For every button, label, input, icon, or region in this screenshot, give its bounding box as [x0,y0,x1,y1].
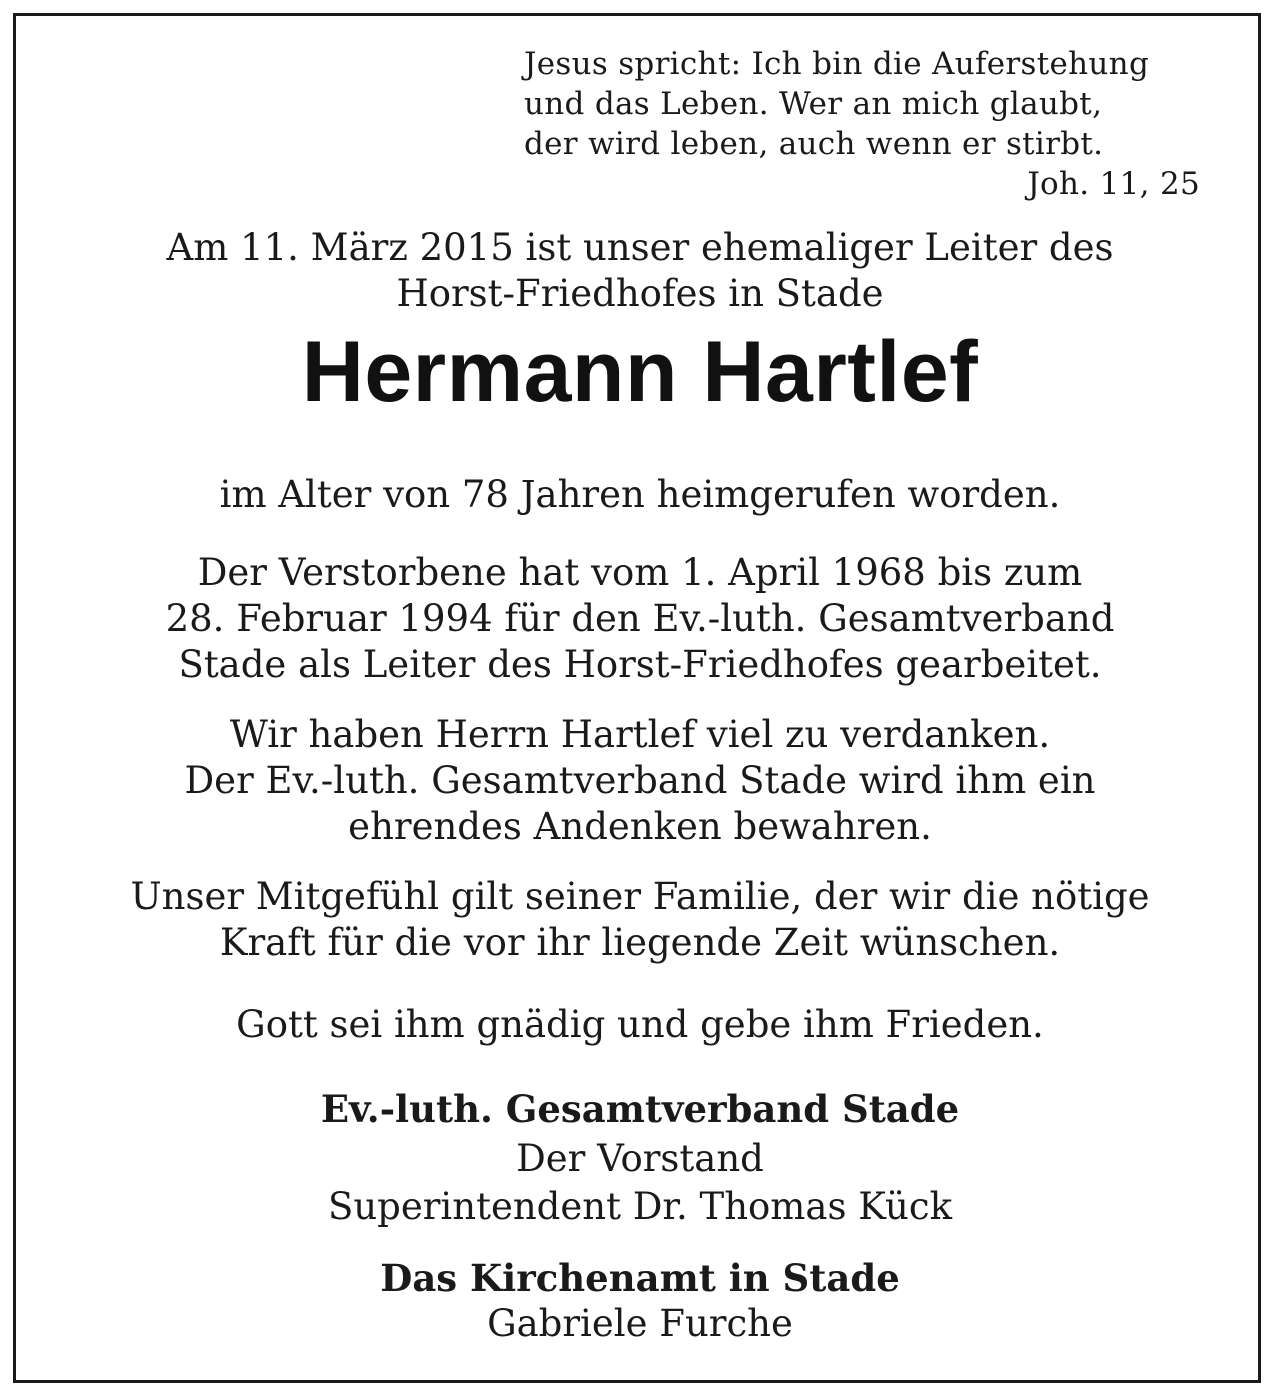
sympathy-line: Unser Mitgefühl gilt seiner Familie, der wir die nötige [130,875,1150,918]
blessing-text: Gott sei ihm gnädig und gebe ihm Frieden. [236,1003,1044,1046]
sympathy-line: Kraft für die vor ihr liegende Zeit wünschen. [219,921,1061,964]
deceased-name: Hermann Hartlef [301,324,979,420]
age-line [20,472,1260,518]
bible-verse [524,44,1204,204]
intro-line: Am 11. März 2015 ist unser ehemaliger Leiter des [166,226,1114,269]
signatory-kirchenamt [20,1255,1260,1347]
intro-text [20,225,1260,317]
intro-line: Horst-Friedhofes in Stade [396,272,884,315]
age-text: im Alter von 78 Jahren heimgerufen worden. [219,473,1061,516]
signatory-body: Der Vorstand [516,1137,764,1180]
service-line: Der Verstorbene hat vom 1. April 1968 bis zum [197,551,1083,594]
signatory-organization: Das Kirchenamt in Stade [380,1256,900,1300]
sympathy-paragraph [20,874,1260,966]
signatory-gesamtverband [20,1086,1260,1230]
thanks-paragraph [20,712,1260,850]
verse-line: der wird leben, auch wenn er stirbt. [524,126,1104,162]
thanks-line: Der Ev.-luth. Gesamtverband Stade wird ihm ein [184,759,1096,802]
verse-line: Jesus spricht: Ich bin die Auferstehung [524,46,1150,82]
signatory-person: Superintendent Dr. Thomas Kück [327,1185,953,1228]
blessing [20,1002,1260,1048]
thanks-line: ehrendes Andenken bewahren. [348,805,932,848]
verse-reference: Joh. 11, 25 [1027,166,1200,202]
signatory-person: Gabriele Furche [487,1302,793,1345]
service-line: 28. Februar 1994 für den Ev.-luth. Gesamtverband [165,597,1115,640]
signatory-organization: Ev.-luth. Gesamtverband Stade [320,1087,960,1131]
verse-line: und das Leben. Wer an mich glaubt, [524,86,1103,122]
thanks-line: Wir haben Herrn Hartlef viel zu verdanken. [229,713,1051,756]
service-paragraph [20,550,1260,688]
service-line: Stade als Leiter des Horst-Friedhofes gearbeitet. [178,643,1102,686]
